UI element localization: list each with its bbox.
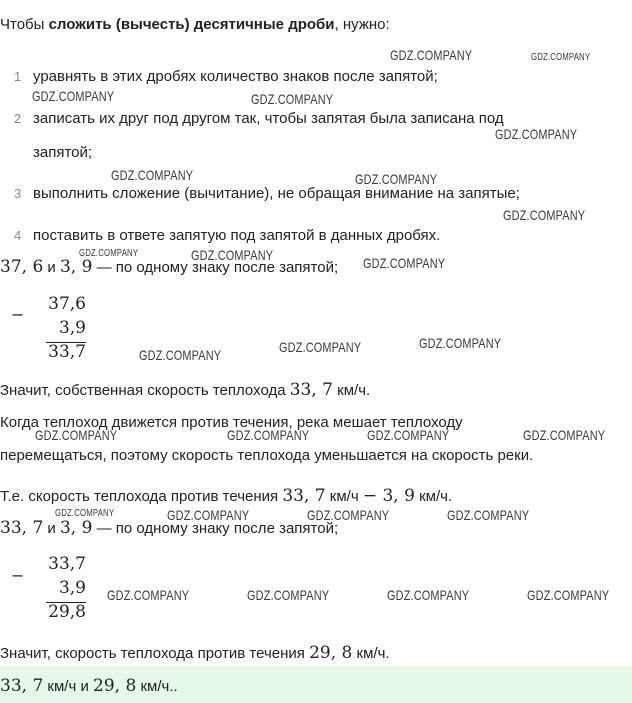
step-text-4: поставить в ответе запятую под запятой в данных дробях.	[33, 227, 441, 244]
watermark: GDZ.COMPANY	[167, 507, 250, 523]
watermark: GDZ.COMPANY	[390, 47, 473, 63]
step-number-2: 2	[14, 111, 22, 126]
watermark: GDZ.COMPANY	[527, 587, 610, 603]
paragraph-line-1: Когда теплоход движется против течения, река мешает теплоходу	[0, 414, 463, 431]
conclusion1-pre: Значит, собственная скорость теплохода	[0, 382, 290, 399]
expr-mid: км/ч	[325, 488, 363, 505]
expr-a: 33, 7	[282, 486, 326, 506]
calc1-tail: — по одному знаку после запятой;	[92, 259, 339, 276]
step-number-3: 3	[14, 186, 22, 201]
paragraph-line-2: перемещаться, поэтому скорость теплохода уменьшается на скорость реки.	[0, 447, 534, 464]
watermark: GDZ.COMPANY	[419, 335, 502, 351]
calc1-and: и	[43, 259, 60, 276]
calc1-bottom: 3,9	[58, 318, 86, 338]
calc2-b: 3, 9	[59, 518, 93, 538]
expr-line	[0, 486, 452, 507]
watermark: GDZ.COMPANY	[307, 507, 390, 523]
watermark: GDZ.COMPANY	[79, 248, 139, 259]
conclusion1-line	[0, 380, 370, 401]
conclusion1-value: 33, 7	[289, 380, 333, 400]
watermark: GDZ.COMPANY	[523, 427, 606, 443]
calc2-a: 33, 7	[0, 518, 44, 538]
conclusion1-unit: км/ч.	[332, 382, 371, 399]
calc2-and: и	[43, 520, 60, 537]
calc1-line	[0, 257, 338, 278]
calc2-tail: — по одному знаку после запятой;	[92, 520, 339, 537]
watermark: GDZ.COMPANY	[279, 339, 362, 355]
calc1-result: 33,7	[48, 342, 86, 362]
watermark: GDZ.COMPANY	[503, 207, 586, 223]
conclusion2-pre: Значит, скорость теплохода против течения	[0, 645, 310, 662]
watermark: GDZ.COMPANY	[531, 52, 591, 63]
calc2-top: 33,7	[48, 554, 86, 574]
conclusion2-value: 29, 8	[309, 643, 353, 663]
answer-b-unit: км/ч..	[136, 678, 178, 695]
watermark: GDZ.COMPANY	[55, 508, 115, 519]
calc1-b: 3, 9	[59, 257, 93, 277]
watermark: GDZ.COMPANY	[363, 255, 446, 271]
watermark: GDZ.COMPANY	[35, 427, 118, 443]
step-text-3: выполнить сложение (вычитание), не обращая внимание на запятые;	[33, 185, 520, 202]
answer-a: 33, 7	[0, 676, 44, 696]
watermark: GDZ.COMPANY	[247, 587, 330, 603]
watermark: GDZ.COMPANY	[191, 247, 274, 263]
expr-unit: км/ч.	[414, 488, 453, 505]
watermark: GDZ.COMPANY	[139, 347, 222, 363]
answer-a-unit: км/ч и	[43, 678, 94, 695]
calc1-top: 37,6	[48, 294, 86, 314]
watermark: GDZ.COMPANY	[495, 126, 578, 142]
answer-line	[0, 676, 178, 697]
expr-minus: −	[362, 486, 383, 506]
watermark: GDZ.COMPANY	[387, 587, 470, 603]
intro-line	[0, 15, 390, 35]
watermark: GDZ.COMPANY	[355, 171, 438, 187]
calc1-a: 37, 6	[0, 257, 44, 277]
step-number-4: 4	[14, 228, 22, 243]
watermark: GDZ.COMPANY	[447, 507, 530, 523]
calc1-minus: −	[11, 305, 25, 324]
intro-post: , нужно:	[334, 16, 390, 33]
calc2-bottom: 3,9	[58, 578, 86, 598]
step-text-2: записать их друг под другом так, чтобы запятая была записана под	[33, 110, 504, 127]
step-text-2-cont: запятой;	[33, 144, 93, 161]
conclusion2-line	[0, 643, 390, 664]
step-text-1: уравнять в этих дробях количество знаков после запятой;	[33, 68, 438, 85]
conclusion2-unit: км/ч.	[352, 645, 390, 662]
step-number-1: 1	[14, 69, 22, 84]
intro-pre: Чтобы	[0, 16, 49, 33]
answer-b: 29, 8	[93, 676, 137, 696]
watermark: GDZ.COMPANY	[111, 167, 194, 183]
expr-b: 3, 9	[382, 486, 415, 506]
calc2-result: 29,8	[48, 602, 86, 622]
watermark: GDZ.COMPANY	[227, 427, 310, 443]
watermark: GDZ.COMPANY	[367, 427, 450, 443]
calc2-minus: −	[11, 566, 25, 585]
watermark: GDZ.COMPANY	[107, 587, 190, 603]
watermark: GDZ.COMPANY	[32, 88, 115, 104]
expr-pre: Т.е. скорость теплохода против течения	[0, 488, 283, 505]
intro-bold: сложить (вычесть) десятичные дроби	[48, 16, 335, 33]
watermark: GDZ.COMPANY	[251, 91, 334, 107]
